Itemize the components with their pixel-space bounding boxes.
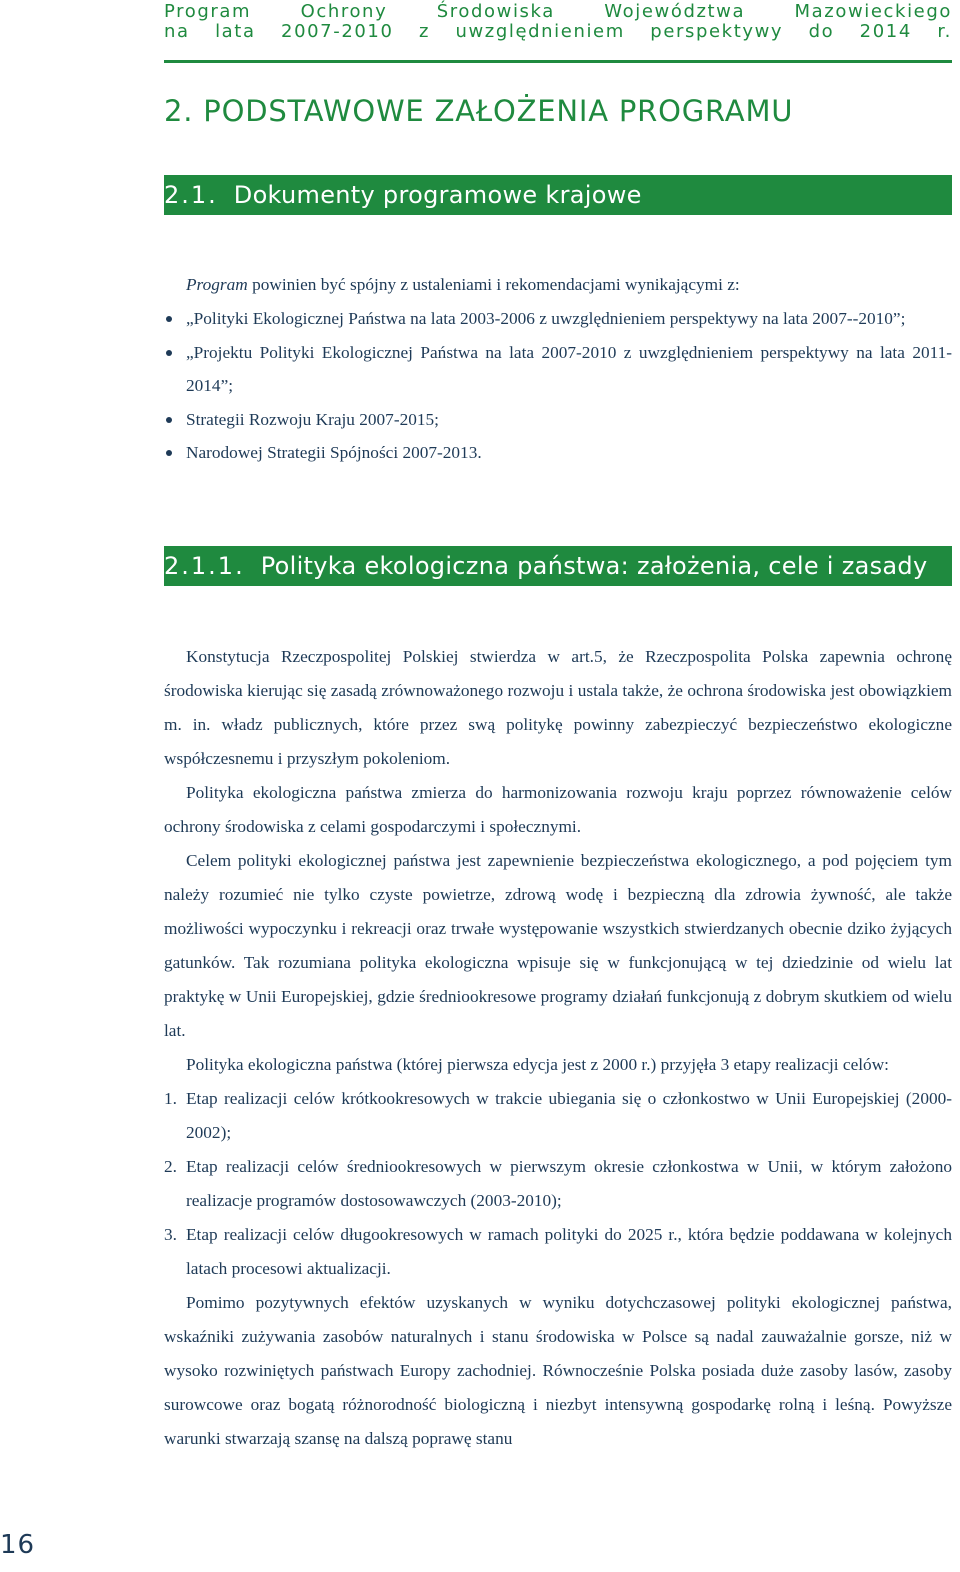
stage-number: 3. xyxy=(164,1225,177,1244)
intro-text: powinien być spójny z ustaleniami i rekomendacjami wynikającymi z: xyxy=(247,275,740,294)
bullet-item: „Projektu Polityki Ekologicznej Państwa na lata 2007-2010 z uwzględnieniem perspektywy na lata 2011-2014”; xyxy=(164,336,952,403)
stage-text: Etap realizacji celów długookresowych w ramach polityki do 2025 r., która będzie poddawana w kolejnych latach procesowi aktualizacji. xyxy=(186,1225,952,1278)
stage-text: Etap realizacji celów krótkookresowych w trakcie ubiegania się o członkostwo w Unii Europejskiej (2000-2002); xyxy=(186,1089,952,1142)
header-line-1: Program Ochrony Środowiska Województwa Mazowieckiego xyxy=(164,1,952,22)
section-body xyxy=(164,640,952,1456)
paragraph: Celem polityki ekologicznej państwa jest zapewnienie bezpieczeństwa ekologicznego, a pod pojęciem tym należy rozumieć nie tylko czyste powietrze, zdrową wodę i bezpieczną dla zdrowia żywność, ale także możliwości wypoczynku i rekreacji oraz trwałe występowanie wszystkich stwierdzanych obecnie dziko żyjących gatunków. Tak rozumiana polityka ekologiczna wpisuje się w funkcjonującą w tej dziedzinie od wielu lat praktykę w Unii Europejskiej, gdzie średniookresowe programy działań funkcjonują z dobrym skutkiem od wielu lat. xyxy=(164,851,952,1040)
paragraph: Polityka ekologiczna państwa zmierza do harmonizowania rozwoju kraju poprzez równoważenie celów ochrony środowiska z celami gospodarczymi i społecznymi. xyxy=(164,783,952,836)
intro-italic-word: Program xyxy=(186,275,248,294)
intro-paragraph xyxy=(186,268,952,302)
running-header xyxy=(164,2,952,42)
section-title: Polityka ekologiczna państwa: założenia, cele i zasady xyxy=(260,552,928,580)
stage-number: 1. xyxy=(164,1089,177,1108)
section-title: Dokumenty programowe krajowe xyxy=(233,181,642,209)
bullet-item: „Polityki Ekologicznej Państwa na lata 2003-2006 z uwzględnieniem perspektywy na lata 2007--2010”; xyxy=(164,302,952,336)
section-heading-2-1-1 xyxy=(164,546,952,586)
stage-item xyxy=(164,1082,952,1150)
paragraph: Konstytucja Rzeczpospolitej Polskiej stwierdza w art.5, że Rzeczpospolita Polska zapewnia ochronę środowiska kierując się zasadą zrównoważonego rozwoju i ustala także, że ochrona środowiska jest obowiązkiem m. in. władz publicznych, które przez swą politykę powinny zabezpieczyć bezpieczeństwo ekologiczne współczesnemu i przyszłym pokoleniom. xyxy=(164,647,952,768)
chapter-title: 2. PODSTAWOWE ZAŁOŻENIA PROGRAMU xyxy=(164,94,794,128)
stage-text: Etap realizacji celów średniookresowych w pierwszym okresie członkostwa w Unii, w którym założono realizacje programów dostosowawczych (2003-2010); xyxy=(186,1157,952,1210)
section-number: 2.1. xyxy=(164,181,218,209)
stage-item xyxy=(164,1150,952,1218)
paragraph: Pomimo pozytywnych efektów uzyskanych w wyniku dotychczasowej polityki ekologicznej państwa, wskaźniki zużywania zasobów naturalnych i stanu środowiska w Polsce są nadal zauważalnie gorsze, niż w wysoko rozwiniętych państwach Europy zachodniej. Równocześnie Polska posiada duże zasoby lasów, zasoby surowcowe oraz bogatą różnorodność biologiczną i niezbyt intensywną gospodarkę rolną i leśną. Powyższe warunki stwarzają szansę na dalszą poprawę stanu xyxy=(164,1293,952,1448)
stage-number: 2. xyxy=(164,1157,177,1176)
stages-list xyxy=(164,1082,952,1286)
header-line-2: na lata 2007-2010 z uwzględnieniem perspektywy do 2014 r. xyxy=(164,21,952,42)
documents-bullet-list xyxy=(164,302,952,470)
bullet-item: Narodowej Strategii Spójności 2007-2013. xyxy=(164,436,952,470)
stage-item xyxy=(164,1218,952,1286)
page-number: 16 xyxy=(0,1530,36,1560)
header-divider xyxy=(164,60,952,63)
bullet-item: Strategii Rozwoju Kraju 2007-2015; xyxy=(164,403,952,437)
section-heading-2-1 xyxy=(164,175,952,215)
section-number: 2.1.1. xyxy=(164,552,245,580)
paragraph: Polityka ekologiczna państwa (której pierwsza edycja jest z 2000 r.) przyjęła 3 etapy realizacji celów: xyxy=(186,1055,889,1074)
